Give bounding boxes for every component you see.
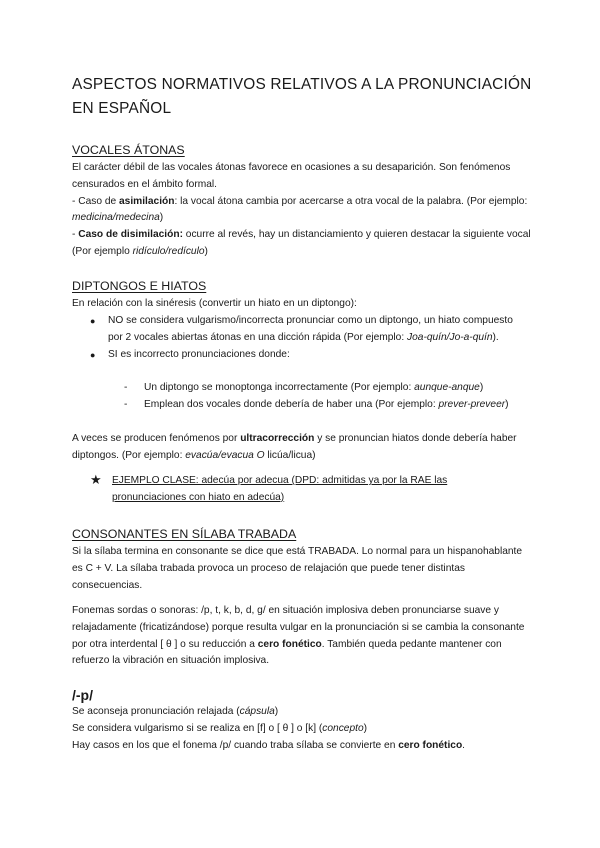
consonantes-p1: Si la sílaba termina en consonante se dice que está TRABADA. Lo normal para un hispanohablante es C + V. La sílaba trabada provoca un proceso de relajación que puede tener distintas consecuencias. bbox=[72, 546, 523, 591]
fonema-p-body bbox=[72, 704, 532, 754]
vocales-asimilacion: - Caso de asimilación: la vocal átona cambia por acercarse a otra vocal de la palabra. (Por ejemplo: medicina/medecina) bbox=[72, 195, 528, 224]
vocales-intro: El carácter débil de las vocales átonas favorece en ocasiones a su desaparición. Son fenómenos censurados en el ámbito formal. bbox=[72, 162, 511, 190]
heading-consonantes: CONSONANTES EN SÍLABA TRABADA bbox=[72, 527, 297, 541]
ultracorreccion-paragraph: A veces se producen fenómenos por ultracorrección y se pronuncian hiatos donde debería haber diptongos. (Por ejemplo: evacúa/evacua O licúa/licua) bbox=[72, 433, 517, 461]
diptongos-bullet-list bbox=[90, 313, 530, 363]
heading-vocales-atonas: VOCALES ÁTONAS bbox=[72, 143, 185, 157]
list-item: ● NO se considera vulgarismo/incorrecta pronunciar como un diptongo, un hiato compuesto por 2 vocales abiertas átonas en una dicción rápida (Por ejemplo: Joa-quín/Jo-a-quín). bbox=[90, 315, 513, 343]
consonantes-p2: Fonemas sordas o sonoras: /p, t, k, b, d, g/ en situación implosiva deben pronunciarse suave y relajadamente (fricatizándose) porque resulta vulgar en la pronunciación si se cambia la consonante por otra interdental [ θ ] o su reducción a cero fonético. También queda pedante mantener con refuerzo la vibración en situación implosiva. bbox=[72, 605, 525, 667]
diptongos-intro: En relación con la sinéresis (convertir un hiato en un diptongo): bbox=[72, 298, 357, 309]
heading-diptongos-hiatos: DIPTONGOS E HIATOS bbox=[72, 279, 207, 293]
list-item: - Un diptongo se monoptonga incorrectamente (Por ejemplo: aunque-anque) bbox=[124, 380, 524, 397]
dash-bullet-icon: - bbox=[124, 398, 128, 410]
ejemplo-clase-text: EJEMPLO CLASE: adecúa por adecua (DPD: admitidas ya por la RAE las pronunciaciones con hiato en adecúa) bbox=[112, 475, 448, 503]
bullet-icon: ● bbox=[90, 316, 96, 326]
fonema-p-line-2: Se considera vulgarismo si se realiza en [f] o [ θ ] o [k] (concepto) bbox=[72, 722, 368, 734]
vocales-disimilacion: - Caso de disimilación: ocurre al revés, hay un distanciamiento y quieren destacar la siguiente vocal (Por ejemplo ridículo/redículo) bbox=[72, 229, 531, 257]
fonema-p-line-1: Se aconseja pronunciación relajada (cápsula) bbox=[72, 706, 279, 717]
list-item: - Emplean dos vocales donde debería de haber una (Por ejemplo: prever-preveer) bbox=[124, 397, 524, 414]
fonema-p-line-3: Hay casos en los que el fonema /p/ cuando traba sílaba se convierte en cero fonético. bbox=[72, 739, 466, 751]
list-item: ● SI es incorrecto pronunciaciones donde: bbox=[90, 347, 530, 364]
ejemplo-clase bbox=[90, 473, 490, 507]
vocales-section-body bbox=[72, 160, 532, 261]
bullet-icon: ● bbox=[90, 349, 96, 360]
star-icon: ★ bbox=[90, 472, 102, 487]
diptongos-sub-list bbox=[124, 380, 524, 414]
page-title: ASPECTOS NORMATIVOS RELATIVOS A LA PRONUNCIACIÓN EN ESPAÑOL bbox=[72, 76, 532, 117]
heading-fonema-p: /-p/ bbox=[72, 687, 93, 703]
dash-bullet-icon: - bbox=[124, 382, 128, 393]
